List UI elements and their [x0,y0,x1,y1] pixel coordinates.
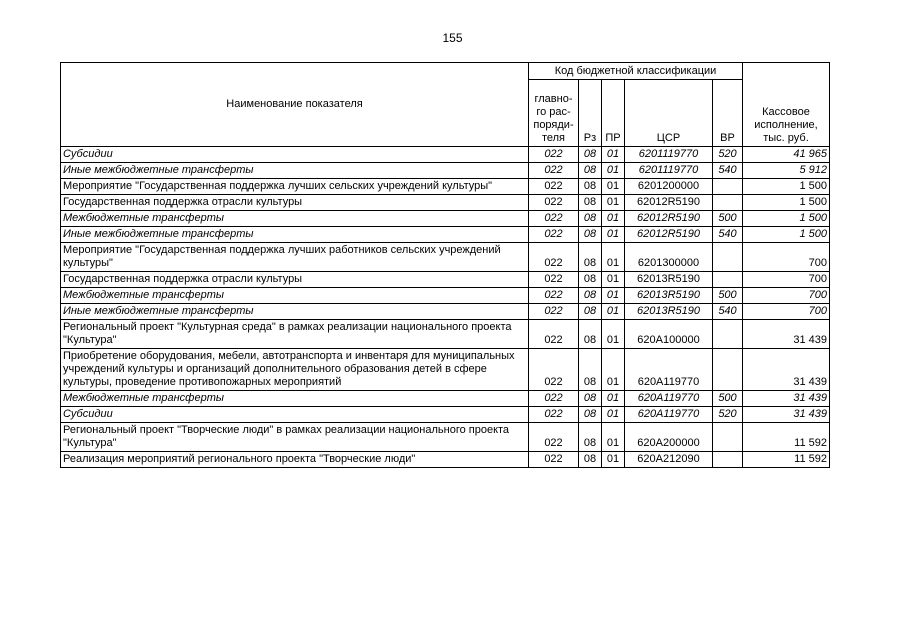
row-vr: 540 [713,227,743,243]
row-csr: 620A119770 [625,407,713,423]
header-rz: Рз [579,80,602,147]
row-amount: 1 500 [743,195,830,211]
row-name: Межбюджетные трансферты [61,211,529,227]
row-amount: 700 [743,243,830,272]
header-vr: ВР [713,80,743,147]
row-rz: 08 [579,243,602,272]
table-row [61,288,830,304]
row-amount: 31 439 [743,320,830,349]
row-pr: 01 [602,320,625,349]
table-row [61,163,830,179]
row-amount: 1 500 [743,227,830,243]
row-name: Государственная поддержка отрасли культуры [61,272,529,288]
row-vr [713,195,743,211]
table-row [61,211,830,227]
row-gr: 022 [529,320,579,349]
row-name: Региональный проект "Творческие люди" в рамках реализации национального проекта "Культура" [61,423,529,452]
row-rz: 08 [579,147,602,163]
row-rz: 08 [579,391,602,407]
header-gr: главно- го рас- поряди- теля [529,80,579,147]
row-pr: 01 [602,288,625,304]
row-pr: 01 [602,147,625,163]
row-csr: 6201119770 [625,147,713,163]
row-amount: 700 [743,288,830,304]
header-pr: ПР [602,80,625,147]
row-name: Субсидии [61,147,529,163]
row-csr: 62012R5190 [625,211,713,227]
row-vr: 500 [713,211,743,227]
row-name: Иные межбюджетные трансферты [61,304,529,320]
row-amount: 1 500 [743,211,830,227]
row-vr [713,349,743,391]
row-vr [713,243,743,272]
row-amount: 31 439 [743,407,830,423]
row-amount: 1 500 [743,179,830,195]
row-rz: 08 [579,211,602,227]
header-row-top [61,63,830,80]
table-row [61,407,830,423]
row-name: Приобретение оборудования, мебели, автотранспорта и инвентаря для муниципальных учреждений культуры и организаций дополнительного образования детей в сфере культуры, проведение противопожарных мероприятий [61,349,529,391]
row-csr: 620A119770 [625,391,713,407]
row-gr: 022 [529,407,579,423]
table-row [61,243,830,272]
row-vr: 520 [713,147,743,163]
table-row [61,320,830,349]
row-gr: 022 [529,195,579,211]
row-vr: 540 [713,304,743,320]
row-name: Иные межбюджетные трансферты [61,163,529,179]
row-pr: 01 [602,423,625,452]
row-name: Мероприятие "Государственная поддержка лучших работников сельских учреждений культуры" [61,243,529,272]
row-gr: 022 [529,243,579,272]
row-name: Межбюджетные трансферты [61,288,529,304]
header-amount: Кассовое исполнение, тыс. руб. [743,63,830,147]
row-csr: 6201200000 [625,179,713,195]
row-gr: 022 [529,304,579,320]
row-gr: 022 [529,452,579,468]
row-csr: 620A212090 [625,452,713,468]
table-row [61,391,830,407]
row-name: Субсидии [61,407,529,423]
row-pr: 01 [602,179,625,195]
row-gr: 022 [529,163,579,179]
row-pr: 01 [602,163,625,179]
row-amount: 11 592 [743,452,830,468]
row-csr: 62013R5190 [625,304,713,320]
row-vr: 500 [713,288,743,304]
row-gr: 022 [529,349,579,391]
row-vr: 540 [713,163,743,179]
table-row [61,452,830,468]
row-name: Государственная поддержка отрасли культуры [61,195,529,211]
row-amount: 41 965 [743,147,830,163]
table-row [61,195,830,211]
row-name: Мероприятие "Государственная поддержка лучших сельских учреждений культуры" [61,179,529,195]
budget-table [60,62,830,468]
row-name: Иные межбюджетные трансферты [61,227,529,243]
row-csr: 620A200000 [625,423,713,452]
row-rz: 08 [579,163,602,179]
row-gr: 022 [529,211,579,227]
row-csr: 6201300000 [625,243,713,272]
row-csr: 6201119770 [625,163,713,179]
row-name: Реализация мероприятий регионального проекта "Творческие люди" [61,452,529,468]
row-amount: 31 439 [743,391,830,407]
row-amount: 700 [743,304,830,320]
table-row [61,423,830,452]
header-name: Наименование показателя [61,63,529,147]
row-csr: 620A100000 [625,320,713,349]
row-vr [713,452,743,468]
page-number: 155 [442,31,463,45]
row-amount: 700 [743,272,830,288]
row-gr: 022 [529,423,579,452]
table-row [61,304,830,320]
row-pr: 01 [602,452,625,468]
row-gr: 022 [529,179,579,195]
row-gr: 022 [529,272,579,288]
row-pr: 01 [602,391,625,407]
row-csr: 62013R5190 [625,288,713,304]
row-pr: 01 [602,304,625,320]
row-name: Региональный проект "Культурная среда" в рамках реализации национального проекта "Культура" [61,320,529,349]
row-rz: 08 [579,227,602,243]
row-vr [713,423,743,452]
row-pr: 01 [602,349,625,391]
row-pr: 01 [602,211,625,227]
row-gr: 022 [529,227,579,243]
row-vr: 520 [713,407,743,423]
row-name: Межбюджетные трансферты [61,391,529,407]
table-row [61,227,830,243]
row-amount: 5 912 [743,163,830,179]
row-pr: 01 [602,227,625,243]
row-pr: 01 [602,195,625,211]
row-csr: 620A119770 [625,349,713,391]
row-rz: 08 [579,452,602,468]
row-vr [713,272,743,288]
header-code-group: Код бюджетной классификации [529,63,743,80]
row-vr [713,179,743,195]
table-row [61,272,830,288]
table-row [61,349,830,391]
row-gr: 022 [529,288,579,304]
row-vr [713,320,743,349]
row-csr: 62013R5190 [625,272,713,288]
row-amount: 31 439 [743,349,830,391]
row-gr: 022 [529,391,579,407]
row-pr: 01 [602,272,625,288]
row-gr: 022 [529,147,579,163]
row-rz: 08 [579,195,602,211]
header-csr: ЦСР [625,80,713,147]
row-csr: 62012R5190 [625,195,713,211]
row-rz: 08 [579,272,602,288]
table-row [61,179,830,195]
row-rz: 08 [579,320,602,349]
row-rz: 08 [579,179,602,195]
row-rz: 08 [579,288,602,304]
row-pr: 01 [602,243,625,272]
row-pr: 01 [602,407,625,423]
row-rz: 08 [579,407,602,423]
row-vr: 500 [713,391,743,407]
row-amount: 11 592 [743,423,830,452]
row-rz: 08 [579,349,602,391]
row-rz: 08 [579,423,602,452]
table-body [61,147,830,468]
table-row [61,147,830,163]
row-csr: 62012R5190 [625,227,713,243]
row-rz: 08 [579,304,602,320]
